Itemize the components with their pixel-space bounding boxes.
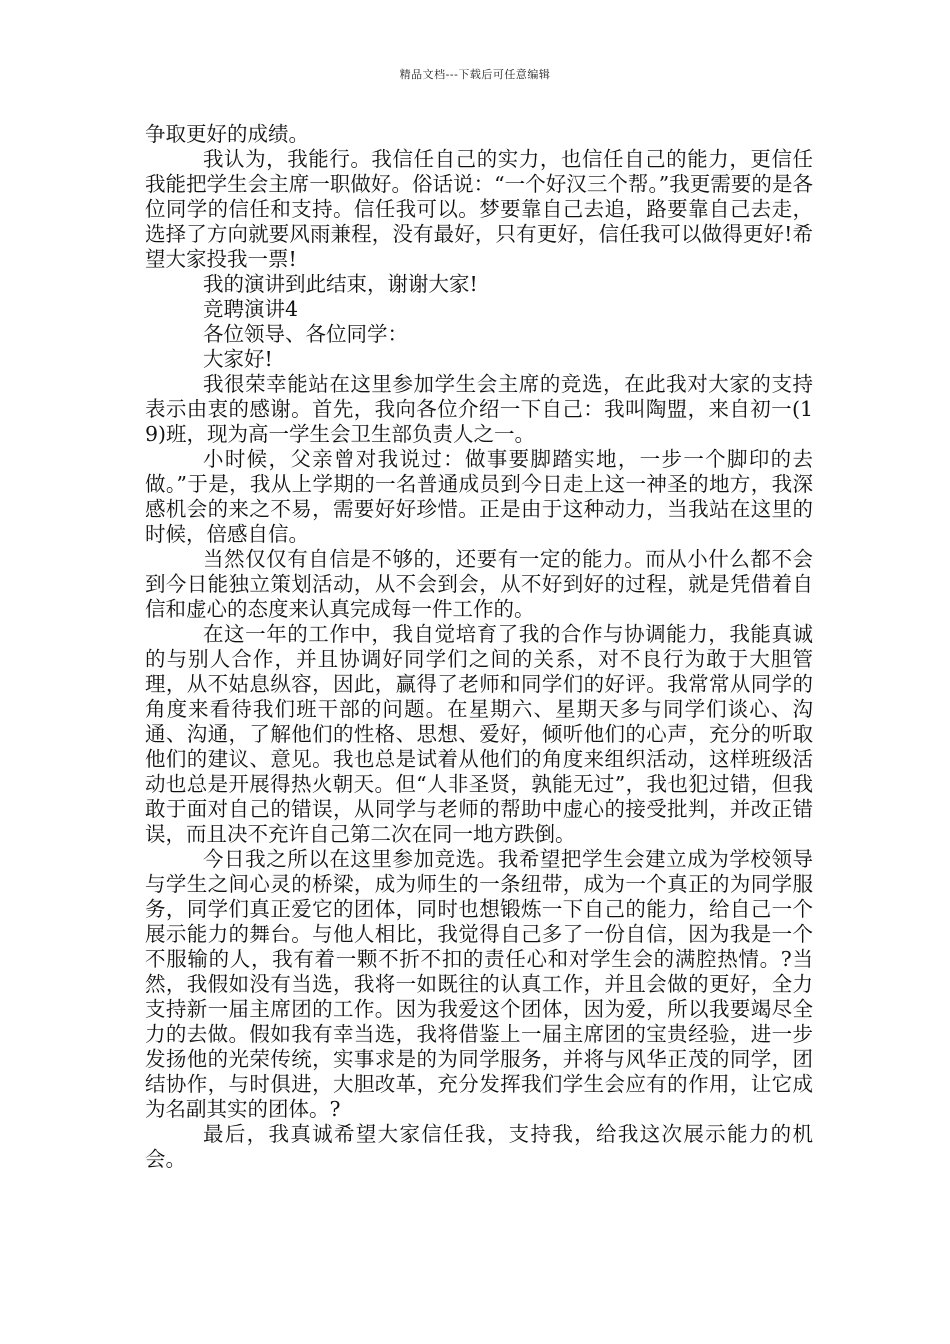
paragraph: 在这一年的工作中，我自觉培育了我的合作与协调能力，我能真诚的与别人合作，并且协调好同学们之间的关系，对不良行为敢于大胆管理，从不姑息纵容，因此，赢得了老师和同学们的好评。我常常从同学的角度来看待我们班干部的问题。在星期六、星期天多与同学们谈心、沟通、沟通，了解他们的性格、思想、爱好，倾听他们的心声，充分的听取他们的建议、意见。我也总是试着从他们的角度来组织活动，这样班级活动也总是开展得热火朝天。但“人非圣贤，孰能无过”，我也犯过错，但我敢于面对自己的错误，从同学与老师的帮助中虚心的接受批判，并改正错误，而且决不充许自己第二次在同一地方跌倒。	[145, 622, 813, 846]
page-header: 精品文档---下载后可任意编辑	[399, 68, 551, 81]
greeting: 大家好!	[203, 347, 273, 371]
paragraph-final: 最后，我真诚希望大家信任我，支持我，给我这次展示能力的机会。	[145, 1122, 813, 1171]
section-heading: 竞聘演讲4	[203, 297, 299, 321]
paragraph-closing: 我的演讲到此结束，谢谢大家!	[203, 272, 478, 296]
document-body	[145, 122, 813, 1172]
paragraph: 我很荣幸能站在这里参加学生会主席的竞选，在此我对大家的支持表示由衷的感谢。首先，我向各位介绍一下自己：我叫陶盟，来自初一(19)班，现为高一学生会卫生部负责人之一。	[145, 372, 813, 446]
paragraph: 我认为，我能行。我信任自己的实力，也信任自己的能力，更信任我能把学生会主席一职做好。俗话说：“一个好汉三个帮。”我更需要的是各位同学的信任和支持。信任我可以。梦要靠自己去追，路要靠自己去走，选择了方向就要风雨兼程，没有最好，只有更好，信任我可以做得更好!希望大家投我一票!	[145, 147, 813, 271]
paragraph: 今日我之所以在这里参加竞选。我希望把学生会建立成为学校领导与学生之间心灵的桥梁，成为师生的一条纽带，成为一个真正的为同学服务，同学们真正爱它的团体，同时也想锻炼一下自己的能力，给自己一个展示能力的舞台。与他人相比，我觉得自己多了一份自信，因为我是一个不服输的人，我有着一颗不折不扣的责任心和对学生会的满腔热情。?当然，我假如没有当选，我将一如既往的认真工作，并且会做的更好，全力支持新一届主席团的工作。因为我爱这个团体，因为爱，所以我要竭尽全力的去做。假如我有幸当选，我将借鉴上一届主席团的宝贵经验，进一步发扬他的光荣传统，实事求是的为同学服务，并将与风华正茂的同学，团结协作，与时俱进，大胆改革，充分发挥我们学生会应有的作用，让它成为名副其实的团体。?	[145, 847, 813, 1121]
paragraph-continuation: 争取更好的成绩。	[145, 122, 309, 146]
salutation: 各位领导、各位同学：	[203, 322, 408, 346]
paragraph: 小时候，父亲曾对我说过：做事要脚踏实地，一步一个脚印的去做。”于是，我从上学期的一名普通成员到今日走上这一神圣的地方，我深感机会的来之不易，需要好好珍惜。正是由于这种动力，当我站在这里的时候，倍感自信。	[145, 447, 813, 546]
paragraph: 当然仅仅有自信是不够的，还要有一定的能力。而从小什么都不会到今日能独立策划活动，从不会到会，从不好到好的过程，就是凭借着自信和虚心的态度来认真完成每一件工作的。	[145, 547, 813, 621]
